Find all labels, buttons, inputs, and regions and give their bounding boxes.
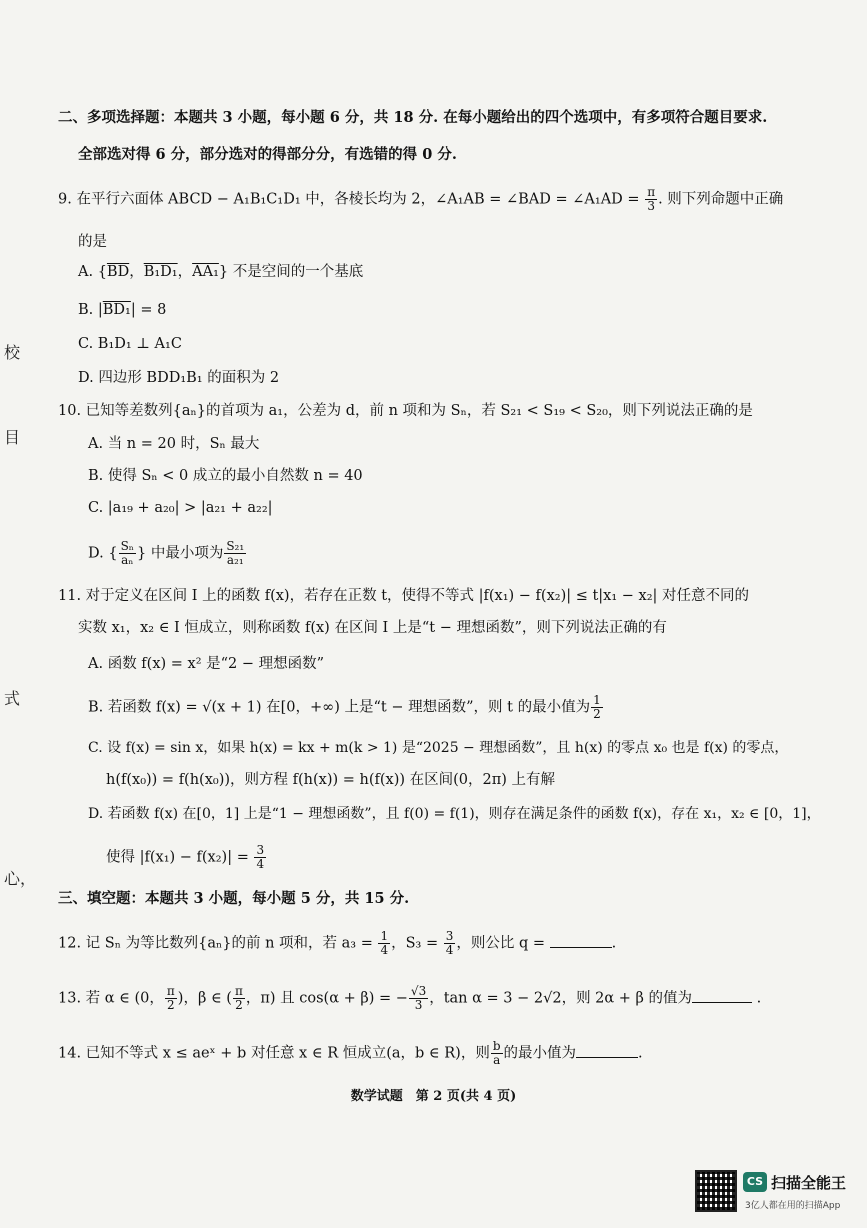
- q9-frac-num: π: [647, 185, 656, 199]
- q10-d-frac2-den: a₂₁: [226, 553, 244, 567]
- q13-frac1-num: π: [166, 984, 175, 998]
- q13-frac1-den: 2: [167, 998, 175, 1012]
- q11-d2-frac-num: 3: [256, 843, 265, 857]
- q13-frac2: [233, 985, 245, 1012]
- q13: 13. 若 α ∈ (0， $\frac{\pi}{2}$ )，β ∈ ( $\frac{\pi}{2}$ ，π) 且 cos(α + β) = − $\frac{√3}{3}$ ，tan α = 3 − 2√2，则 2α + β 的值为 .: [58, 984, 762, 1012]
- q11-d2-frac-den: 4: [256, 857, 265, 871]
- q10-d-frac1-den: aₙ: [121, 553, 134, 567]
- q11-b-frac: [591, 694, 603, 721]
- q9-option-a: A. {$\overline{BD}$，B₁D₁，AA₁} 不是空间的一个基底: [78, 264, 364, 280]
- page-footer: 数学试题 第 2 页(共 4 页): [350, 1089, 517, 1104]
- q12-pre: 12. 记 Sₙ 为等比数列{aₙ}的前 n 项和，若 a₃ =: [58, 935, 378, 952]
- q10-d-mid: } 中最小项为: [136, 545, 224, 562]
- q13-frac3-den: 3: [414, 998, 423, 1012]
- q9-a-vec1: $\overline{BD}$: [106, 264, 130, 280]
- camscanner-title: 扫描全能王: [771, 1174, 847, 1192]
- q13-frac2-num: π: [234, 984, 243, 998]
- q14-frac-num: b: [492, 1039, 501, 1053]
- q14: 14. 已知不等式 x ≤ aeˣ + b 对任意 x ∈ R 恒成立(a，b ∈ R)，则 $\frac{b}{a}$ 的最小值为 .: [58, 1039, 643, 1067]
- q12-frac1-den: 4: [380, 943, 389, 957]
- q13-mid2: ，π) 且 cos(α + β) = −: [245, 990, 408, 1007]
- side-mark-2: 目: [4, 428, 21, 447]
- q11-d2-text: 使得 |f(x₁) − f(x₂)| =: [106, 849, 254, 866]
- q13-frac2-den: 2: [235, 998, 243, 1012]
- q11-b-frac-num: 1: [593, 693, 601, 707]
- section2-header: 二、多项选择题：本题共 3 小题，每小题 6 分，共 18 分. 在每小题给出的四个选项中，有多项符合题目要求.: [58, 109, 768, 126]
- q14-post: 的最小值为: [503, 1045, 577, 1062]
- q13-frac1: [165, 985, 177, 1012]
- qr-code-icon: [695, 1170, 737, 1212]
- q14-pre: 14. 已知不等式 x ≤ aeˣ + b 对任意 x ∈ R 恒成立(a，b ∈ R)，则: [58, 1045, 490, 1062]
- section2-header-2: 全部选对得 6 分，部分选对的得部分分，有选错的得 0 分.: [78, 146, 457, 163]
- q9-pi-fraction: [645, 186, 657, 213]
- q9-option-b: [78, 300, 166, 320]
- q10-d-pre: D. {: [88, 545, 118, 562]
- q9-a-vec2: B₁D₁: [143, 264, 178, 280]
- q14-frac-den: a: [493, 1053, 501, 1067]
- q11-stem-2: 实数 x₁，x₂ ∈ I 恒成立，则称函数 f(x) 在区间 I 上是“t − 理想函数”，则下列说法正确的有: [78, 620, 667, 636]
- q10-d-frac1-num: Sₙ: [120, 539, 134, 553]
- q10-option-a: A. 当 n = 20 时，Sₙ 最大: [88, 436, 260, 452]
- q12-frac1-num: 1: [380, 929, 389, 943]
- q13-frac3-num: √3: [410, 984, 427, 998]
- q12-answer-blank[interactable]: [550, 933, 612, 948]
- q9-b-pre: B. |: [78, 302, 103, 318]
- q12-frac2-num: 3: [445, 929, 454, 943]
- section3-header: 三、填空题：本题共 3 小题，每小题 5 分，共 15 分.: [58, 890, 410, 907]
- q10-stem: 10. 已知等差数列{aₙ}的首项为 a₁，公差为 d，前 n 项和为 Sₙ，若 S₂₁ < S₁₉ < S₂₀，则下列说法正确的是: [58, 403, 753, 419]
- q9-option-d: D. 四边形 BDD₁B₁ 的面积为 2: [78, 370, 280, 386]
- q11-option-d-2: [106, 844, 267, 871]
- q11-d2-frac: [254, 844, 266, 871]
- q9-a-pre: A. {: [78, 264, 107, 280]
- q9-option-c: C. B₁D₁ ⊥ A₁C: [78, 336, 182, 352]
- q9-a-vec3: AA₁: [192, 264, 219, 280]
- q12-frac2-den: 4: [445, 943, 454, 957]
- camscanner-logo: CS: [743, 1172, 767, 1192]
- q11-option-a: A. 函数 f(x) = x² 是“2 − 理想函数”: [88, 656, 325, 672]
- q10-d-frac2-num: S₂₁: [226, 539, 245, 553]
- q13-post: ，tan α = 3 − 2√2，则 2α + β 的值为: [429, 990, 693, 1007]
- q14-answer-blank[interactable]: [576, 1043, 638, 1058]
- q11-option-c-2: h(f(x₀)) = f(h(x₀))，则方程 f(h(x)) = h(f(x)) 在区间(0，2π) 上有解: [106, 772, 556, 788]
- q10-option-b: B. 使得 Sₙ < 0 成立的最小自然数 n = 40: [88, 468, 363, 484]
- q13-mid1: )，β ∈ (: [177, 990, 232, 1007]
- q9-frac-den: 3: [647, 199, 655, 213]
- q10-d-frac2: [224, 540, 246, 567]
- q12-post: ，则公比 q =: [456, 935, 550, 952]
- q12-mid: ，S₃ =: [391, 935, 443, 952]
- q9-stem-text: 9. 在平行六面体 ABCD − A₁B₁C₁D₁ 中，各棱长均为 2，∠A₁AB = ∠BAD = ∠A₁AD =: [58, 191, 645, 208]
- q14-frac: [491, 1040, 503, 1067]
- q11-b-frac-den: 2: [593, 707, 601, 721]
- q11-option-b: [88, 694, 604, 721]
- side-mark-3: 式: [4, 689, 21, 708]
- side-mark-4: 心，: [4, 869, 37, 888]
- q9-stem-tail: . 则下列命题中正确: [658, 191, 784, 208]
- q9-stem-2: 的是: [78, 234, 107, 250]
- q12-frac2: [444, 930, 456, 957]
- q10-d-frac1: [119, 540, 136, 567]
- q11-stem-1: 11. 对于定义在区间 I 上的函数 f(x)，若存在正数 t，使得不等式 |f(x₁) − f(x₂)| ≤ t|x₁ − x₂| 对任意不同的: [58, 588, 750, 604]
- q10-option-c: C. |a₁₉ + a₂₀| > |a₂₁ + a₂₂|: [88, 500, 273, 516]
- q9-b-vec: BD₁: [102, 302, 131, 318]
- q10-option-d: [88, 540, 247, 567]
- side-mark-1: 校: [4, 343, 21, 362]
- q13-pre: 13. 若 α ∈ (0，: [58, 990, 164, 1007]
- q9-b-post: | = 8: [130, 302, 167, 318]
- q11-b-text: B. 若函数 f(x) = √(x + 1) 在[0，+∞) 上是“t − 理想函数”，则 t 的最小值为: [88, 699, 591, 716]
- q13-frac3: [409, 985, 428, 1012]
- camscanner-subtitle: 3亿人都在用的扫描App: [745, 1201, 841, 1211]
- q9-stem: [58, 186, 783, 213]
- q11-option-d-1: D. 若函数 f(x) 在[0，1] 上是“1 − 理想函数”，且 f(0) = f(1)，则存在满足条件的函数 f(x)，存在 x₁，x₂ ∈ [0，1]，: [88, 806, 821, 822]
- q9-a-post: } 不是空间的一个基底: [218, 264, 364, 280]
- q12-frac1: [378, 930, 390, 957]
- q11-option-c-1: C. 设 f(x) = sin x，如果 h(x) = kx + m(k > 1) 是“2025 − 理想函数”，且 h(x) 的零点 x₀ 也是 f(x) 的零点，: [88, 740, 789, 756]
- q12: 12. 记 Sₙ 为等比数列{aₙ}的前 n 项和，若 a₃ = $\frac{1}{4}$ ，S₃ = $\frac{3}{4}$ ，则公比 q = .: [58, 929, 617, 957]
- q13-answer-blank[interactable]: [692, 988, 752, 1003]
